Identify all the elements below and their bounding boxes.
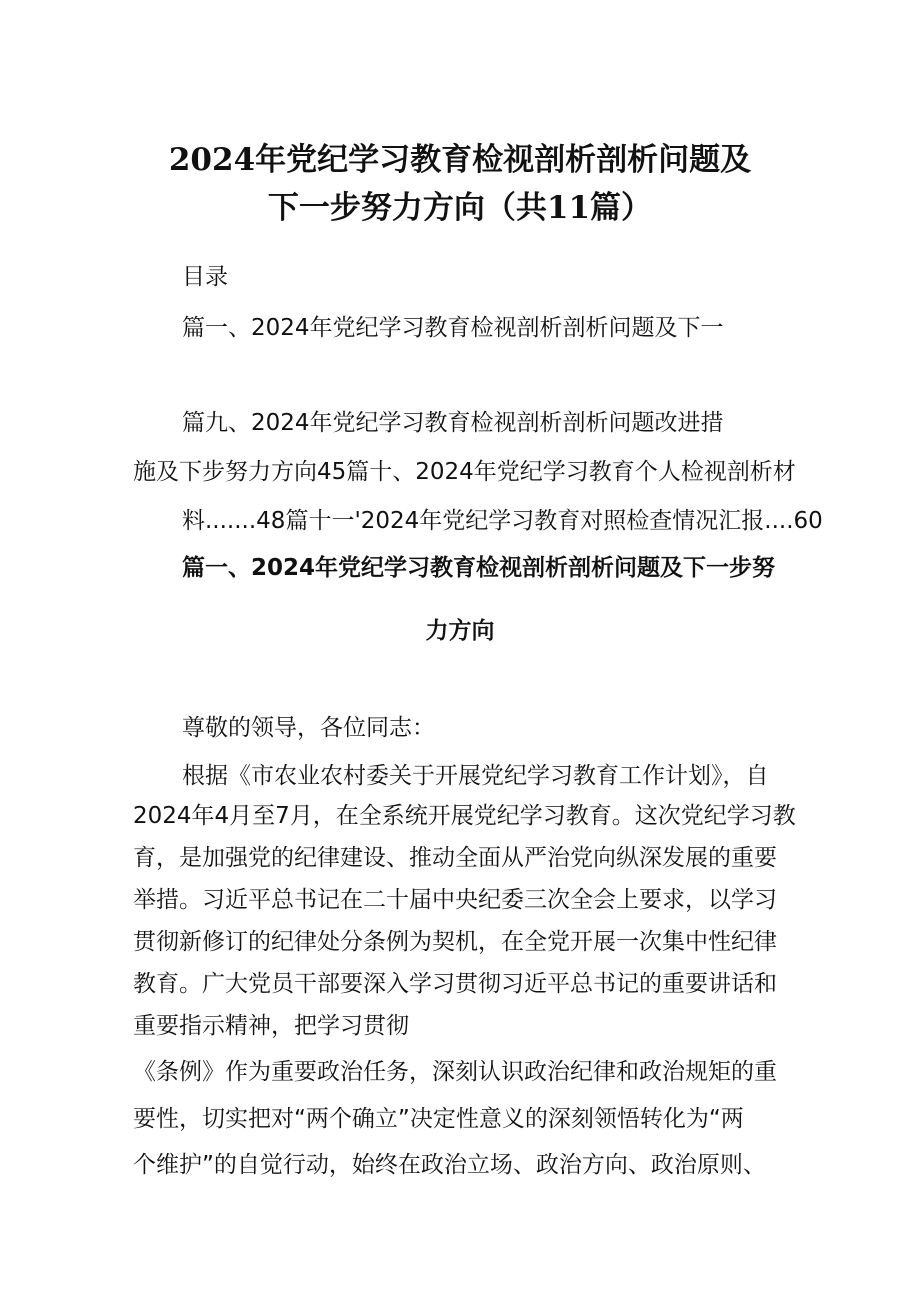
body-line: 2024年4月至7月，在全系统开展党纪学习教育。这次党纪学习教 [133, 803, 796, 829]
toc-entry-3: 施及下步努力方向45篇十、2024年党纪学习教育个人检视剖析材 [133, 459, 796, 485]
body-line: 根据《市农业农村委关于开展党纪学习教育工作计划》，自 [182, 763, 769, 789]
section-heading-line-1: 篇一、2024年党纪学习教育检视剖析剖析问题及下一步努 [182, 555, 776, 581]
body-line: 贯彻新修订的纪律处分条例为契机，在全党开展一次集中性纪律 [133, 929, 777, 955]
section-heading-line-2: 力方向 [425, 618, 495, 644]
body-line: 《条例》作为重要政治任务，深刻认识政治纪律和政治规矩的重 [133, 1059, 777, 1085]
body-line: 个维护”的自觉行动，始终在政治立场、政治方向、政治原则、 [133, 1152, 766, 1178]
document-title-line-1: 2024年党纪学习教育检视剖析剖析问题及 [168, 142, 752, 178]
toc-heading: 目录 [182, 264, 228, 290]
body-line: 教育。广大党员干部要深入学习贯彻习近平总书记的重要讲话和 [133, 971, 777, 997]
toc-entry-4: 料.......48篇十一'2024年党纪学习教育对照检查情况汇报....60 [182, 508, 823, 534]
body-line: 要性，切实把对“两个确立”决定性意义的深刻领悟转化为“两 [133, 1106, 744, 1132]
body-line: 举措。习近平总书记在二十届中央纪委三次全会上要求，以学习 [133, 887, 777, 913]
body-line: 重要指示精神，把学习贯彻 [133, 1013, 409, 1039]
salutation: 尊敬的领导，各位同志： [182, 715, 435, 741]
document-title-line-2: 下一步努力方向（共11篇） [267, 190, 653, 226]
toc-entry-2: 篇九、2024年党纪学习教育检视剖析剖析问题改进措 [182, 410, 724, 436]
toc-entry-1: 篇一、2024年党纪学习教育检视剖析剖析问题及下一 [182, 315, 724, 341]
body-line: 育，是加强党的纪律建设、推动全面从严治党向纵深发展的重要 [133, 845, 777, 871]
